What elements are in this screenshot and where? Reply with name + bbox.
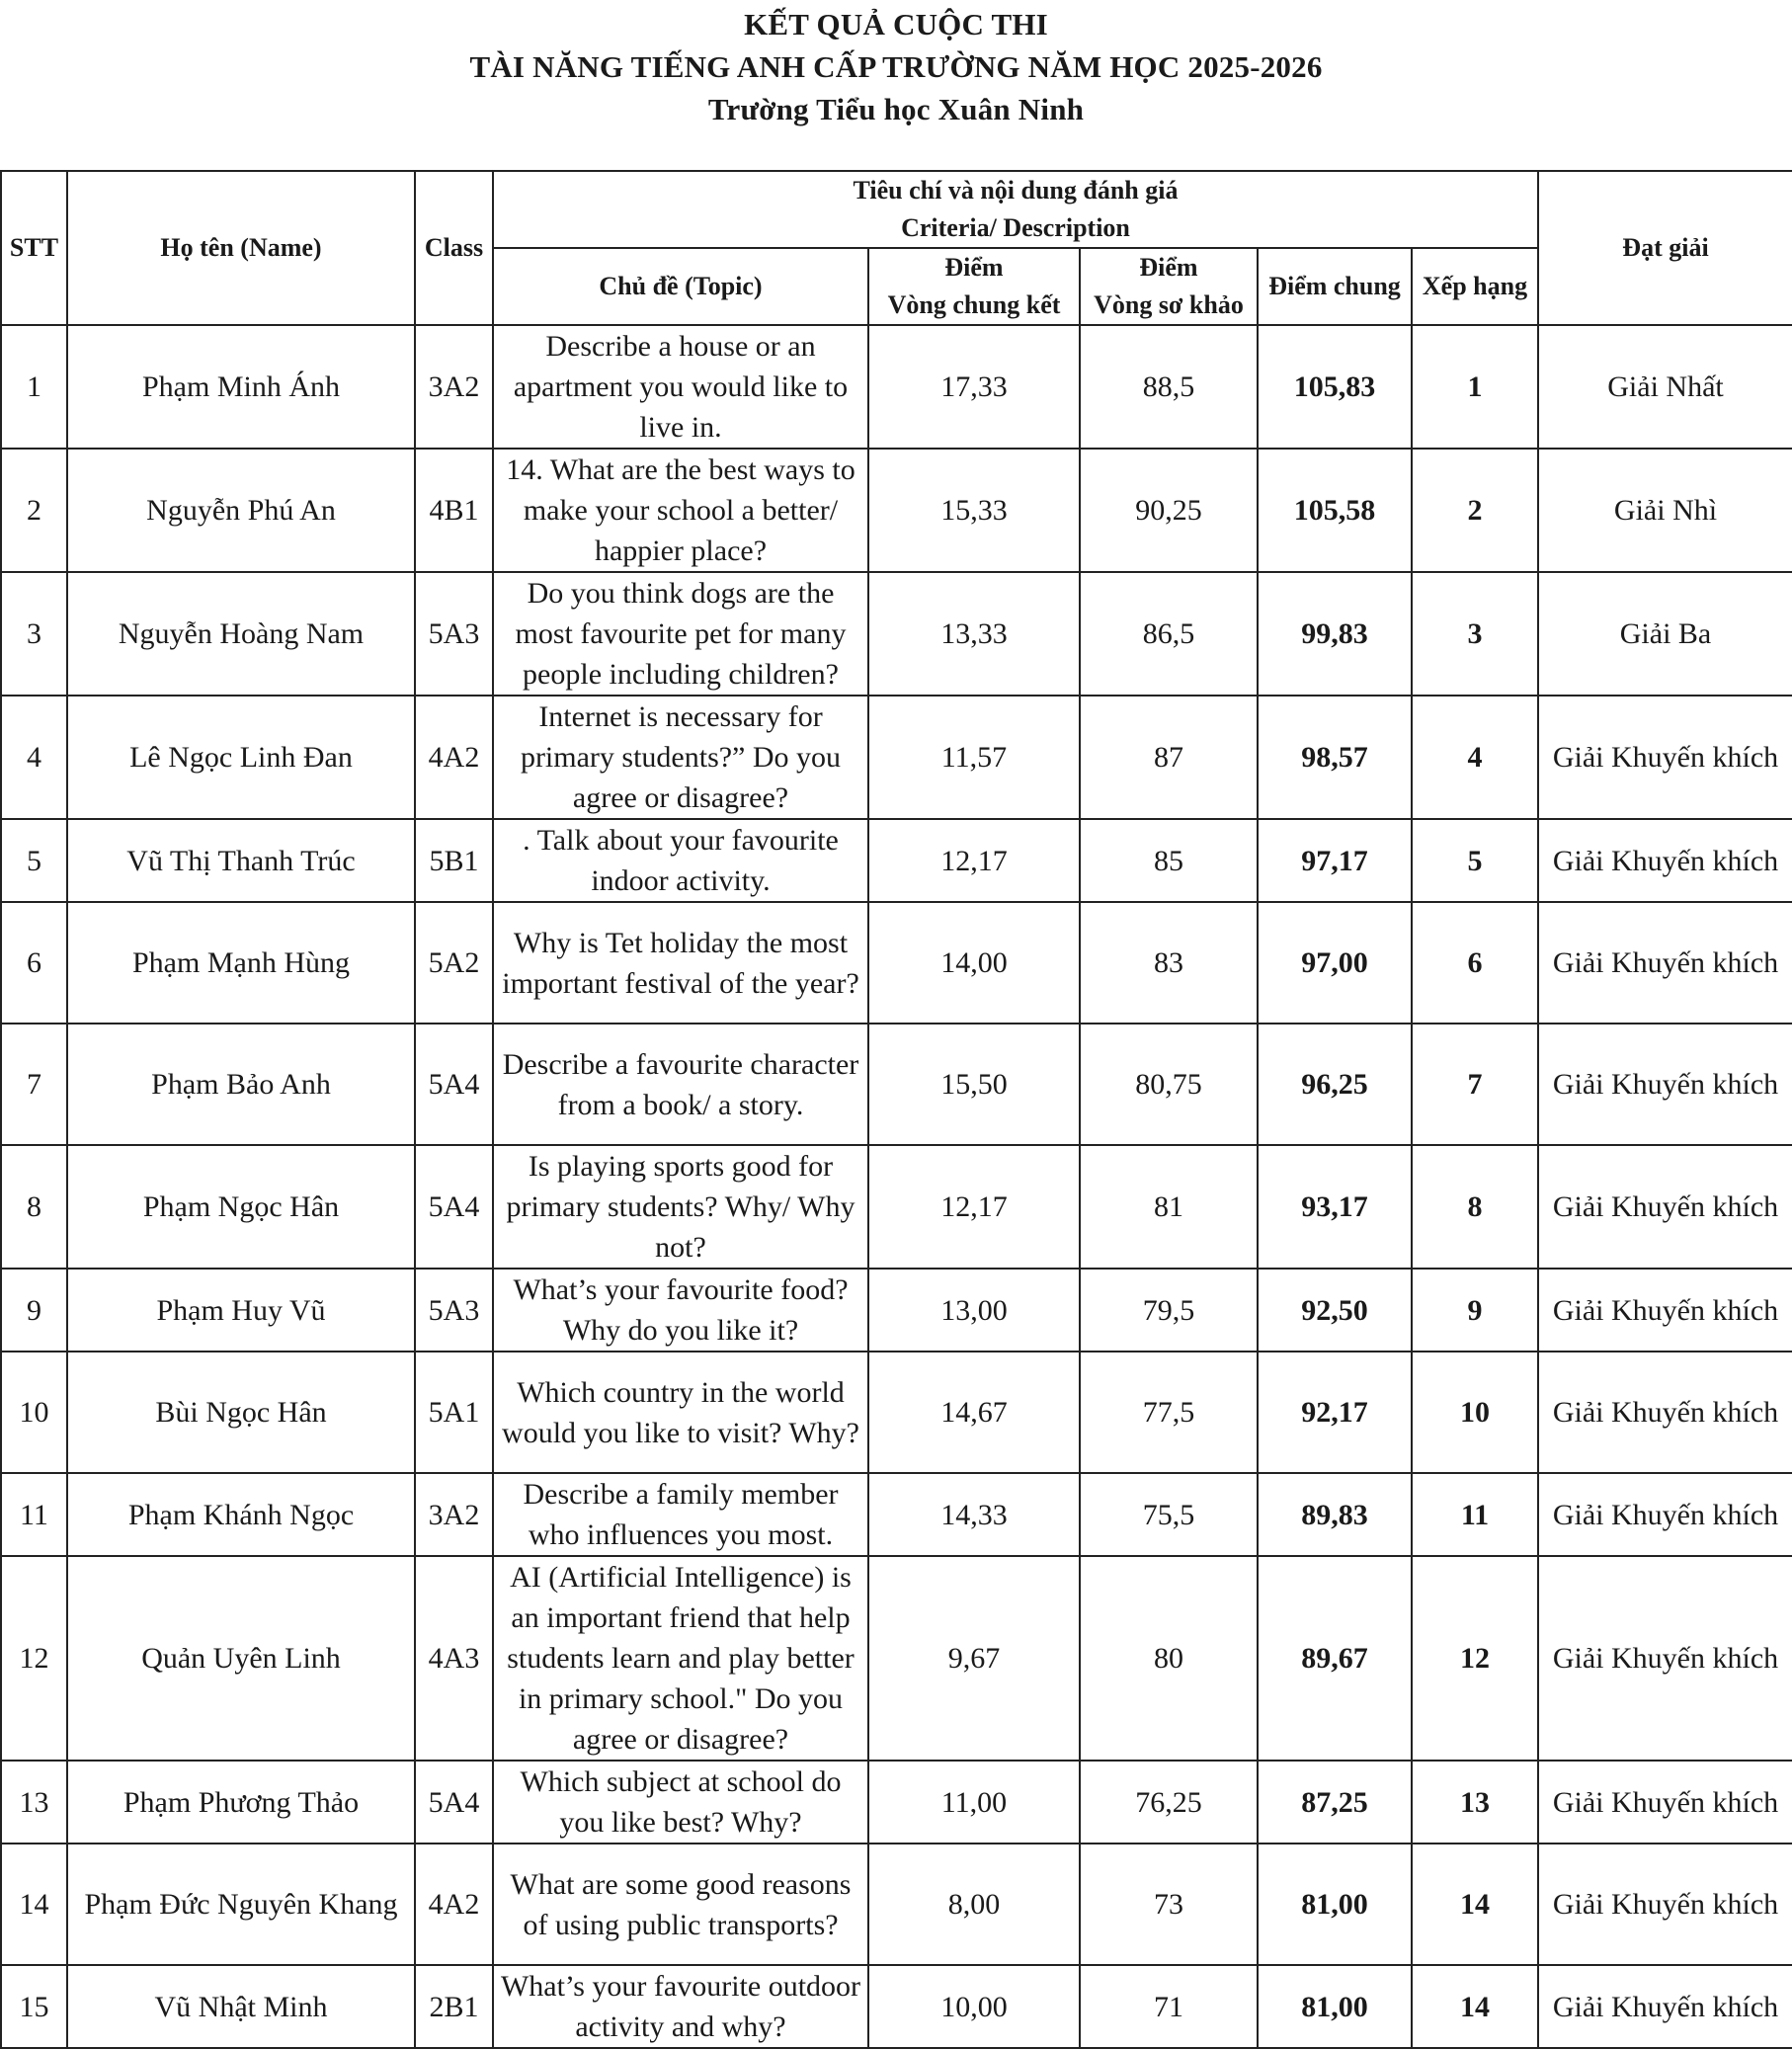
prelim-score-cell: 76,25	[1080, 1761, 1258, 1844]
class-cell: 3A2	[415, 1473, 493, 1556]
total-score-cell: 93,17	[1258, 1145, 1412, 1269]
title-line-3: Trường Tiểu học Xuân Ninh	[707, 92, 1085, 126]
rank-cell: 10	[1412, 1352, 1538, 1473]
total-score-cell: 105,83	[1258, 325, 1412, 449]
table-row	[1, 1844, 1792, 1965]
table-row	[1, 1269, 1792, 1352]
award-cell: Giải Khuyến khích	[1538, 1145, 1792, 1269]
final-score-cell: 13,33	[868, 572, 1080, 696]
table-row	[1, 902, 1792, 1024]
prelim-score-cell: 88,5	[1080, 325, 1258, 449]
document-title	[0, 0, 1792, 170]
award-cell: Giải Khuyến khích	[1538, 1473, 1792, 1556]
award-cell: Giải Nhì	[1538, 449, 1792, 572]
name-cell: Phạm Mạnh Hùng	[67, 902, 415, 1024]
stt-cell: 2	[1, 449, 67, 572]
table-row	[1, 1024, 1792, 1145]
total-score-cell: 98,57	[1258, 696, 1412, 819]
rank-cell: 2	[1412, 449, 1538, 572]
table-row	[1, 1965, 1792, 2048]
header-criteria	[493, 171, 1538, 248]
table-row	[1, 819, 1792, 902]
final-score-cell: 11,57	[868, 696, 1080, 819]
final-score-cell: 17,33	[868, 325, 1080, 449]
final-score-cell: 15,33	[868, 449, 1080, 572]
total-score-cell: 96,25	[1258, 1024, 1412, 1145]
name-cell: Bùi Ngọc Hân	[67, 1352, 415, 1473]
class-cell: 3A2	[415, 325, 493, 449]
header-prelim-line1: Điểm	[1139, 253, 1198, 282]
stt-cell: 11	[1, 1473, 67, 1556]
stt-cell: 7	[1, 1024, 67, 1145]
name-cell: Phạm Phương Thảo	[67, 1761, 415, 1844]
stt-cell: 6	[1, 902, 67, 1024]
prelim-score-cell: 71	[1080, 1965, 1258, 2048]
prelim-score-cell: 87	[1080, 696, 1258, 819]
class-cell: 5A2	[415, 902, 493, 1024]
prelim-score-cell: 73	[1080, 1844, 1258, 1965]
prelim-score-cell: 80,75	[1080, 1024, 1258, 1145]
rank-cell: 1	[1412, 325, 1538, 449]
name-cell: Vũ Nhật Minh	[67, 1965, 415, 2048]
topic-cell: What’s your favourite outdoor activity and why?	[493, 1965, 868, 2048]
prelim-score-cell: 79,5	[1080, 1269, 1258, 1352]
total-score-cell: 87,25	[1258, 1761, 1412, 1844]
total-score-cell: 89,67	[1258, 1556, 1412, 1761]
name-cell: Phạm Khánh Ngọc	[67, 1473, 415, 1556]
stt-cell: 15	[1, 1965, 67, 2048]
stt-cell: 5	[1, 819, 67, 902]
stt-cell: 13	[1, 1761, 67, 1844]
final-score-cell: 12,17	[868, 1145, 1080, 1269]
prelim-score-cell: 77,5	[1080, 1352, 1258, 1473]
header-total: Điểm chung	[1258, 248, 1412, 325]
final-score-cell: 12,17	[868, 819, 1080, 902]
award-cell: Giải Khuyến khích	[1538, 819, 1792, 902]
class-cell: 2B1	[415, 1965, 493, 2048]
header-final-line2: Vòng chung kết	[887, 290, 1061, 319]
table-row	[1, 1473, 1792, 1556]
stt-cell: 12	[1, 1556, 67, 1761]
header-award: Đạt giải	[1538, 171, 1792, 325]
class-cell: 4A2	[415, 1844, 493, 1965]
topic-cell: Describe a family member who influences you most.	[493, 1473, 868, 1556]
final-score-cell: 10,00	[868, 1965, 1080, 2048]
stt-cell: 14	[1, 1844, 67, 1965]
topic-cell: Which country in the world would you like to visit? Why?	[493, 1352, 868, 1473]
class-cell: 5B1	[415, 819, 493, 902]
prelim-score-cell: 85	[1080, 819, 1258, 902]
stt-cell: 4	[1, 696, 67, 819]
final-score-cell: 8,00	[868, 1844, 1080, 1965]
class-cell: 4B1	[415, 449, 493, 572]
award-cell: Giải Khuyến khích	[1538, 696, 1792, 819]
name-cell: Nguyễn Hoàng Nam	[67, 572, 415, 696]
header-rank: Xếp hạng	[1412, 248, 1538, 325]
table-row	[1, 696, 1792, 819]
total-score-cell: 81,00	[1258, 1965, 1412, 2048]
results-table	[0, 170, 1792, 2049]
name-cell: Nguyễn Phú An	[67, 449, 415, 572]
prelim-score-cell: 86,5	[1080, 572, 1258, 696]
rank-cell: 5	[1412, 819, 1538, 902]
header-class: Class	[415, 171, 493, 325]
table-row	[1, 1352, 1792, 1473]
name-cell: Phạm Huy Vũ	[67, 1269, 415, 1352]
rank-cell: 8	[1412, 1145, 1538, 1269]
award-cell: Giải Khuyến khích	[1538, 1965, 1792, 2048]
topic-cell: Why is Tet holiday the most important festival of the year?	[493, 902, 868, 1024]
class-cell: 4A3	[415, 1556, 493, 1761]
results-body	[1, 325, 1792, 2048]
table-row	[1, 1145, 1792, 1269]
final-score-cell: 14,67	[868, 1352, 1080, 1473]
prelim-score-cell: 81	[1080, 1145, 1258, 1269]
topic-cell: What’s your favourite food? Why do you like it?	[493, 1269, 868, 1352]
name-cell: Phạm Đức Nguyên Khang	[67, 1844, 415, 1965]
stt-cell: 9	[1, 1269, 67, 1352]
topic-cell: Is playing sports good for primary students? Why/ Why not?	[493, 1145, 868, 1269]
class-cell: 5A4	[415, 1145, 493, 1269]
name-cell: Phạm Bảo Anh	[67, 1024, 415, 1145]
header-final-score	[868, 248, 1080, 325]
final-score-cell: 13,00	[868, 1269, 1080, 1352]
topic-cell: Describe a house or an apartment you would like to live in.	[493, 325, 868, 449]
rank-cell: 14	[1412, 1965, 1538, 2048]
final-score-cell: 9,67	[868, 1556, 1080, 1761]
prelim-score-cell: 80	[1080, 1556, 1258, 1761]
prelim-score-cell: 90,25	[1080, 449, 1258, 572]
prelim-score-cell: 83	[1080, 902, 1258, 1024]
header-criteria-vi: Tiêu chí và nội dung đánh giá	[853, 176, 1179, 205]
class-cell: 5A4	[415, 1761, 493, 1844]
header-criteria-en: Criteria/ Description	[901, 213, 1130, 242]
class-cell: 5A3	[415, 1269, 493, 1352]
prelim-score-cell: 75,5	[1080, 1473, 1258, 1556]
final-score-cell: 15,50	[868, 1024, 1080, 1145]
award-cell: Giải Khuyến khích	[1538, 1844, 1792, 1965]
rank-cell: 12	[1412, 1556, 1538, 1761]
rank-cell: 13	[1412, 1761, 1538, 1844]
award-cell: Giải Khuyến khích	[1538, 1024, 1792, 1145]
topic-cell: Internet is necessary for primary students?” Do you agree or disagree?	[493, 696, 868, 819]
table-row	[1, 449, 1792, 572]
total-score-cell: 105,58	[1258, 449, 1412, 572]
class-cell: 5A3	[415, 572, 493, 696]
header-topic: Chủ đề (Topic)	[493, 248, 868, 325]
stt-cell: 1	[1, 325, 67, 449]
final-score-cell: 14,00	[868, 902, 1080, 1024]
total-score-cell: 97,00	[1258, 902, 1412, 1024]
rank-cell: 9	[1412, 1269, 1538, 1352]
total-score-cell: 89,83	[1258, 1473, 1412, 1556]
award-cell: Giải Khuyến khích	[1538, 1761, 1792, 1844]
award-cell: Giải Khuyến khích	[1538, 1269, 1792, 1352]
final-score-cell: 11,00	[868, 1761, 1080, 1844]
name-cell: Lê Ngọc Linh Đan	[67, 696, 415, 819]
rank-cell: 11	[1412, 1473, 1538, 1556]
total-score-cell: 81,00	[1258, 1844, 1412, 1965]
header-stt: STT	[1, 171, 67, 325]
table-row	[1, 1761, 1792, 1844]
name-cell: Vũ Thị Thanh Trúc	[67, 819, 415, 902]
name-cell: Phạm Ngọc Hân	[67, 1145, 415, 1269]
table-row	[1, 325, 1792, 449]
class-cell: 5A4	[415, 1024, 493, 1145]
total-score-cell: 92,17	[1258, 1352, 1412, 1473]
header-final-line1: Điểm	[944, 253, 1004, 282]
table-row	[1, 572, 1792, 696]
rank-cell: 3	[1412, 572, 1538, 696]
award-cell: Giải Khuyến khích	[1538, 1556, 1792, 1761]
header-prelim-line2: Vòng sơ khảo	[1094, 290, 1244, 319]
class-cell: 4A2	[415, 696, 493, 819]
award-cell: Giải Nhất	[1538, 325, 1792, 449]
topic-cell: 14. What are the best ways to make your school a better/ happier place?	[493, 449, 868, 572]
rank-cell: 7	[1412, 1024, 1538, 1145]
name-cell: Quản Uyên Linh	[67, 1556, 415, 1761]
total-score-cell: 99,83	[1258, 572, 1412, 696]
title-line-1: KẾT QUẢ CUỘC THI	[744, 7, 1048, 41]
title-line-2: TÀI NĂNG TIẾNG ANH CẤP TRƯỜNG NĂM HỌC 2025-2026	[469, 49, 1323, 84]
class-cell: 5A1	[415, 1352, 493, 1473]
rank-cell: 14	[1412, 1844, 1538, 1965]
total-score-cell: 97,17	[1258, 819, 1412, 902]
stt-cell: 8	[1, 1145, 67, 1269]
header-prelim-score	[1080, 248, 1258, 325]
award-cell: Giải Khuyến khích	[1538, 1352, 1792, 1473]
topic-cell: What are some good reasons of using public transports?	[493, 1844, 868, 1965]
stt-cell: 10	[1, 1352, 67, 1473]
header-name: Họ tên (Name)	[67, 171, 415, 325]
topic-cell: . Talk about your favourite indoor activity.	[493, 819, 868, 902]
topic-cell: Do you think dogs are the most favourite pet for many people including children?	[493, 572, 868, 696]
stt-cell: 3	[1, 572, 67, 696]
rank-cell: 6	[1412, 902, 1538, 1024]
rank-cell: 4	[1412, 696, 1538, 819]
award-cell: Giải Ba	[1538, 572, 1792, 696]
final-score-cell: 14,33	[868, 1473, 1080, 1556]
topic-cell: Describe a favourite character from a book/ a story.	[493, 1024, 868, 1145]
table-row	[1, 1556, 1792, 1761]
total-score-cell: 92,50	[1258, 1269, 1412, 1352]
topic-cell: Which subject at school do you like best? Why?	[493, 1761, 868, 1844]
topic-cell: AI (Artificial Intelligence) is an important friend that help students learn and play better in primary school." Do you agree or disagree?	[493, 1556, 868, 1761]
name-cell: Phạm Minh Ánh	[67, 325, 415, 449]
award-cell: Giải Khuyến khích	[1538, 902, 1792, 1024]
